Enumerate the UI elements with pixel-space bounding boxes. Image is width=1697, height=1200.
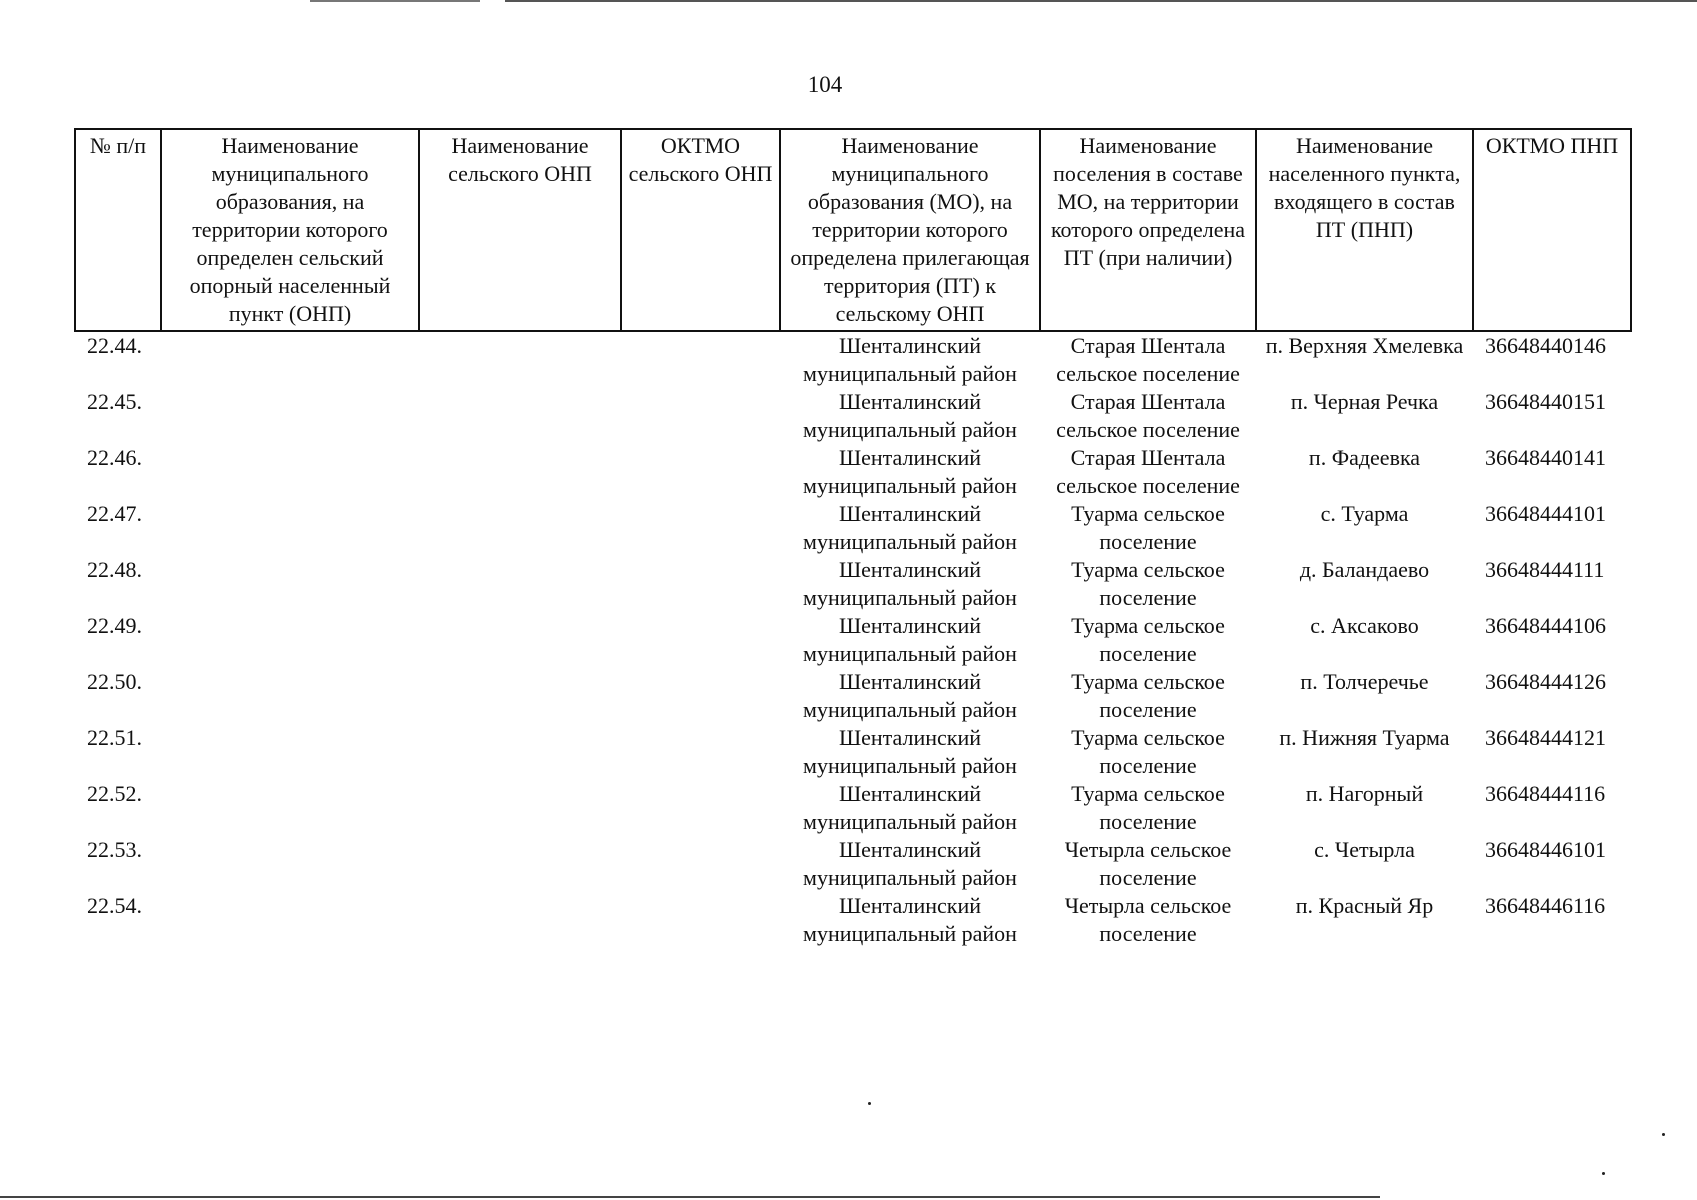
onp-name-cell [419,500,621,556]
header-pnp-oktmo: ОКТМО ПНП [1473,129,1631,331]
settlement-cell: Старая Шентала сельское поселение [1056,445,1240,498]
pnp-oktmo-cell: 36648440146 [1485,333,1606,358]
pnp-oktmo-cell: 36648444101 [1485,501,1606,526]
onp-oktmo-cell [621,331,780,388]
locality-cell: п. Нижняя Туарма [1279,725,1450,750]
locality-cell: п. Фадеевка [1308,445,1421,470]
table-row [75,724,1631,780]
onp-oktmo-cell [621,668,780,724]
onp-municipality-cell [161,892,419,948]
pnp-oktmo-cell: 36648444106 [1485,613,1606,638]
pnp-oktmo-cell: 36648446101 [1485,837,1606,862]
header-onp-municipality: Наименование муниципального образования, на территории которого определен сельский опорный населенный пункт (ОНП) [161,129,419,331]
onp-municipality-cell [161,836,419,892]
settlement-cell: Туарма сельское поселение [1071,557,1225,610]
settlements-table [74,128,1632,948]
scan-bottom-rule [0,1196,1380,1198]
locality-cell: п. Верхняя Хмелевка [1265,333,1464,358]
pnp-oktmo-cell: 36648440151 [1485,389,1606,414]
row-number: 22.51. [87,725,142,750]
locality-cell: п. Черная Речка [1290,389,1439,414]
header-locality: Наименование населенного пункта, входящего в состав ПТ (ПНП) [1256,129,1473,331]
onp-oktmo-cell [621,444,780,500]
onp-municipality-cell [161,612,419,668]
pt-municipality-cell: Шенталинский муниципальный район [803,557,1017,610]
onp-municipality-cell [161,444,419,500]
onp-municipality-cell [161,388,419,444]
row-number: 22.44. [87,333,142,358]
settlement-cell: Туарма сельское поселение [1071,501,1225,554]
scan-speck [1662,1133,1665,1136]
row-number: 22.46. [87,445,142,470]
locality-cell: п. Толчеречье [1300,669,1429,694]
page-number: 104 [807,72,843,97]
locality-cell: с. Туарма [1320,501,1409,526]
pt-municipality-cell: Шенталинский муниципальный район [803,669,1017,722]
onp-oktmo-cell [621,892,780,948]
pt-municipality-cell: Шенталинский муниципальный район [803,389,1017,442]
locality-cell: д. Баландаево [1299,557,1430,582]
pt-municipality-cell: Шенталинский муниципальный район [803,837,1017,890]
pnp-oktmo-cell: 36648446116 [1485,893,1606,918]
onp-oktmo-cell [621,612,780,668]
settlement-cell: Туарма сельское поселение [1071,725,1225,778]
pnp-oktmo-cell: 36648444116 [1485,781,1606,806]
table-row [75,892,1631,948]
pnp-oktmo-cell: 36648444126 [1485,669,1606,694]
table-row [75,556,1631,612]
settlement-cell: Туарма сельское поселение [1071,669,1225,722]
onp-municipality-cell [161,500,419,556]
table-row [75,612,1631,668]
onp-name-cell [419,612,621,668]
onp-name-cell [419,724,621,780]
onp-oktmo-cell [621,556,780,612]
onp-municipality-cell [161,780,419,836]
header-onp-name: Наименование сельского ОНП [419,129,621,331]
table-row [75,780,1631,836]
locality-cell: п. Нагорный [1305,781,1424,806]
row-number: 22.48. [87,557,142,582]
settlement-cell: Туарма сельское поселение [1071,613,1225,666]
row-number: 22.50. [87,669,142,694]
table-row [75,331,1631,388]
scan-speck [1602,1172,1605,1175]
row-number: 22.52. [87,781,142,806]
settlement-cell: Четырла сельское поселение [1064,893,1232,946]
pt-municipality-cell: Шенталинский муниципальный район [803,501,1017,554]
onp-name-cell [419,892,621,948]
header-pt-municipality: Наименование муниципального образования (МО), на территории которого определена прилегающая территория (ПТ) к сельскому ОНП [780,129,1040,331]
pnp-oktmo-cell: 36648440141 [1485,445,1606,470]
onp-oktmo-cell [621,500,780,556]
table-row [75,668,1631,724]
scan-top-rule [310,0,480,2]
row-number: 22.49. [87,613,142,638]
locality-cell: с. Аксаково [1310,613,1419,638]
onp-name-cell [419,556,621,612]
onp-name-cell [419,780,621,836]
pt-municipality-cell: Шенталинский муниципальный район [803,333,1017,386]
onp-name-cell [419,668,621,724]
scan-speck [868,1102,871,1105]
onp-municipality-cell [161,556,419,612]
header-onp-oktmo: ОКТМО сельского ОНП [621,129,780,331]
row-number: 22.53. [87,837,142,862]
pt-municipality-cell: Шенталинский муниципальный район [803,445,1017,498]
settlement-cell: Четырла сельское поселение [1064,837,1232,890]
header-settlement: Наименование поселения в составе МО, на территории которого определена ПТ (при наличии) [1040,129,1256,331]
table-header-row [75,129,1631,331]
onp-oktmo-cell [621,836,780,892]
onp-name-cell [419,444,621,500]
onp-name-cell [419,331,621,388]
table-row [75,500,1631,556]
locality-cell: п. Красный Яр [1295,893,1434,918]
row-number: 22.47. [87,501,142,526]
onp-name-cell [419,836,621,892]
scan-top-rule [505,0,1697,2]
onp-municipality-cell [161,668,419,724]
table-row [75,388,1631,444]
onp-municipality-cell [161,331,419,388]
settlement-cell: Старая Шентала сельское поселение [1056,333,1240,386]
pnp-oktmo-cell: 36648444111 [1485,557,1605,582]
settlement-cell: Старая Шентала сельское поселение [1056,389,1240,442]
onp-municipality-cell [161,724,419,780]
settlement-cell: Туарма сельское поселение [1071,781,1225,834]
locality-cell: с. Четырла [1314,837,1415,862]
pt-municipality-cell: Шенталинский муниципальный район [803,893,1017,946]
pt-municipality-cell: Шенталинский муниципальный район [803,725,1017,778]
pnp-oktmo-cell: 36648444121 [1485,725,1606,750]
onp-oktmo-cell [621,388,780,444]
header-number: № п/п [75,129,161,331]
table-row [75,444,1631,500]
onp-oktmo-cell [621,724,780,780]
table-row [75,836,1631,892]
pt-municipality-cell: Шенталинский муниципальный район [803,781,1017,834]
onp-oktmo-cell [621,780,780,836]
row-number: 22.45. [87,389,142,414]
pt-municipality-cell: Шенталинский муниципальный район [803,613,1017,666]
row-number: 22.54. [87,893,142,918]
onp-name-cell [419,388,621,444]
